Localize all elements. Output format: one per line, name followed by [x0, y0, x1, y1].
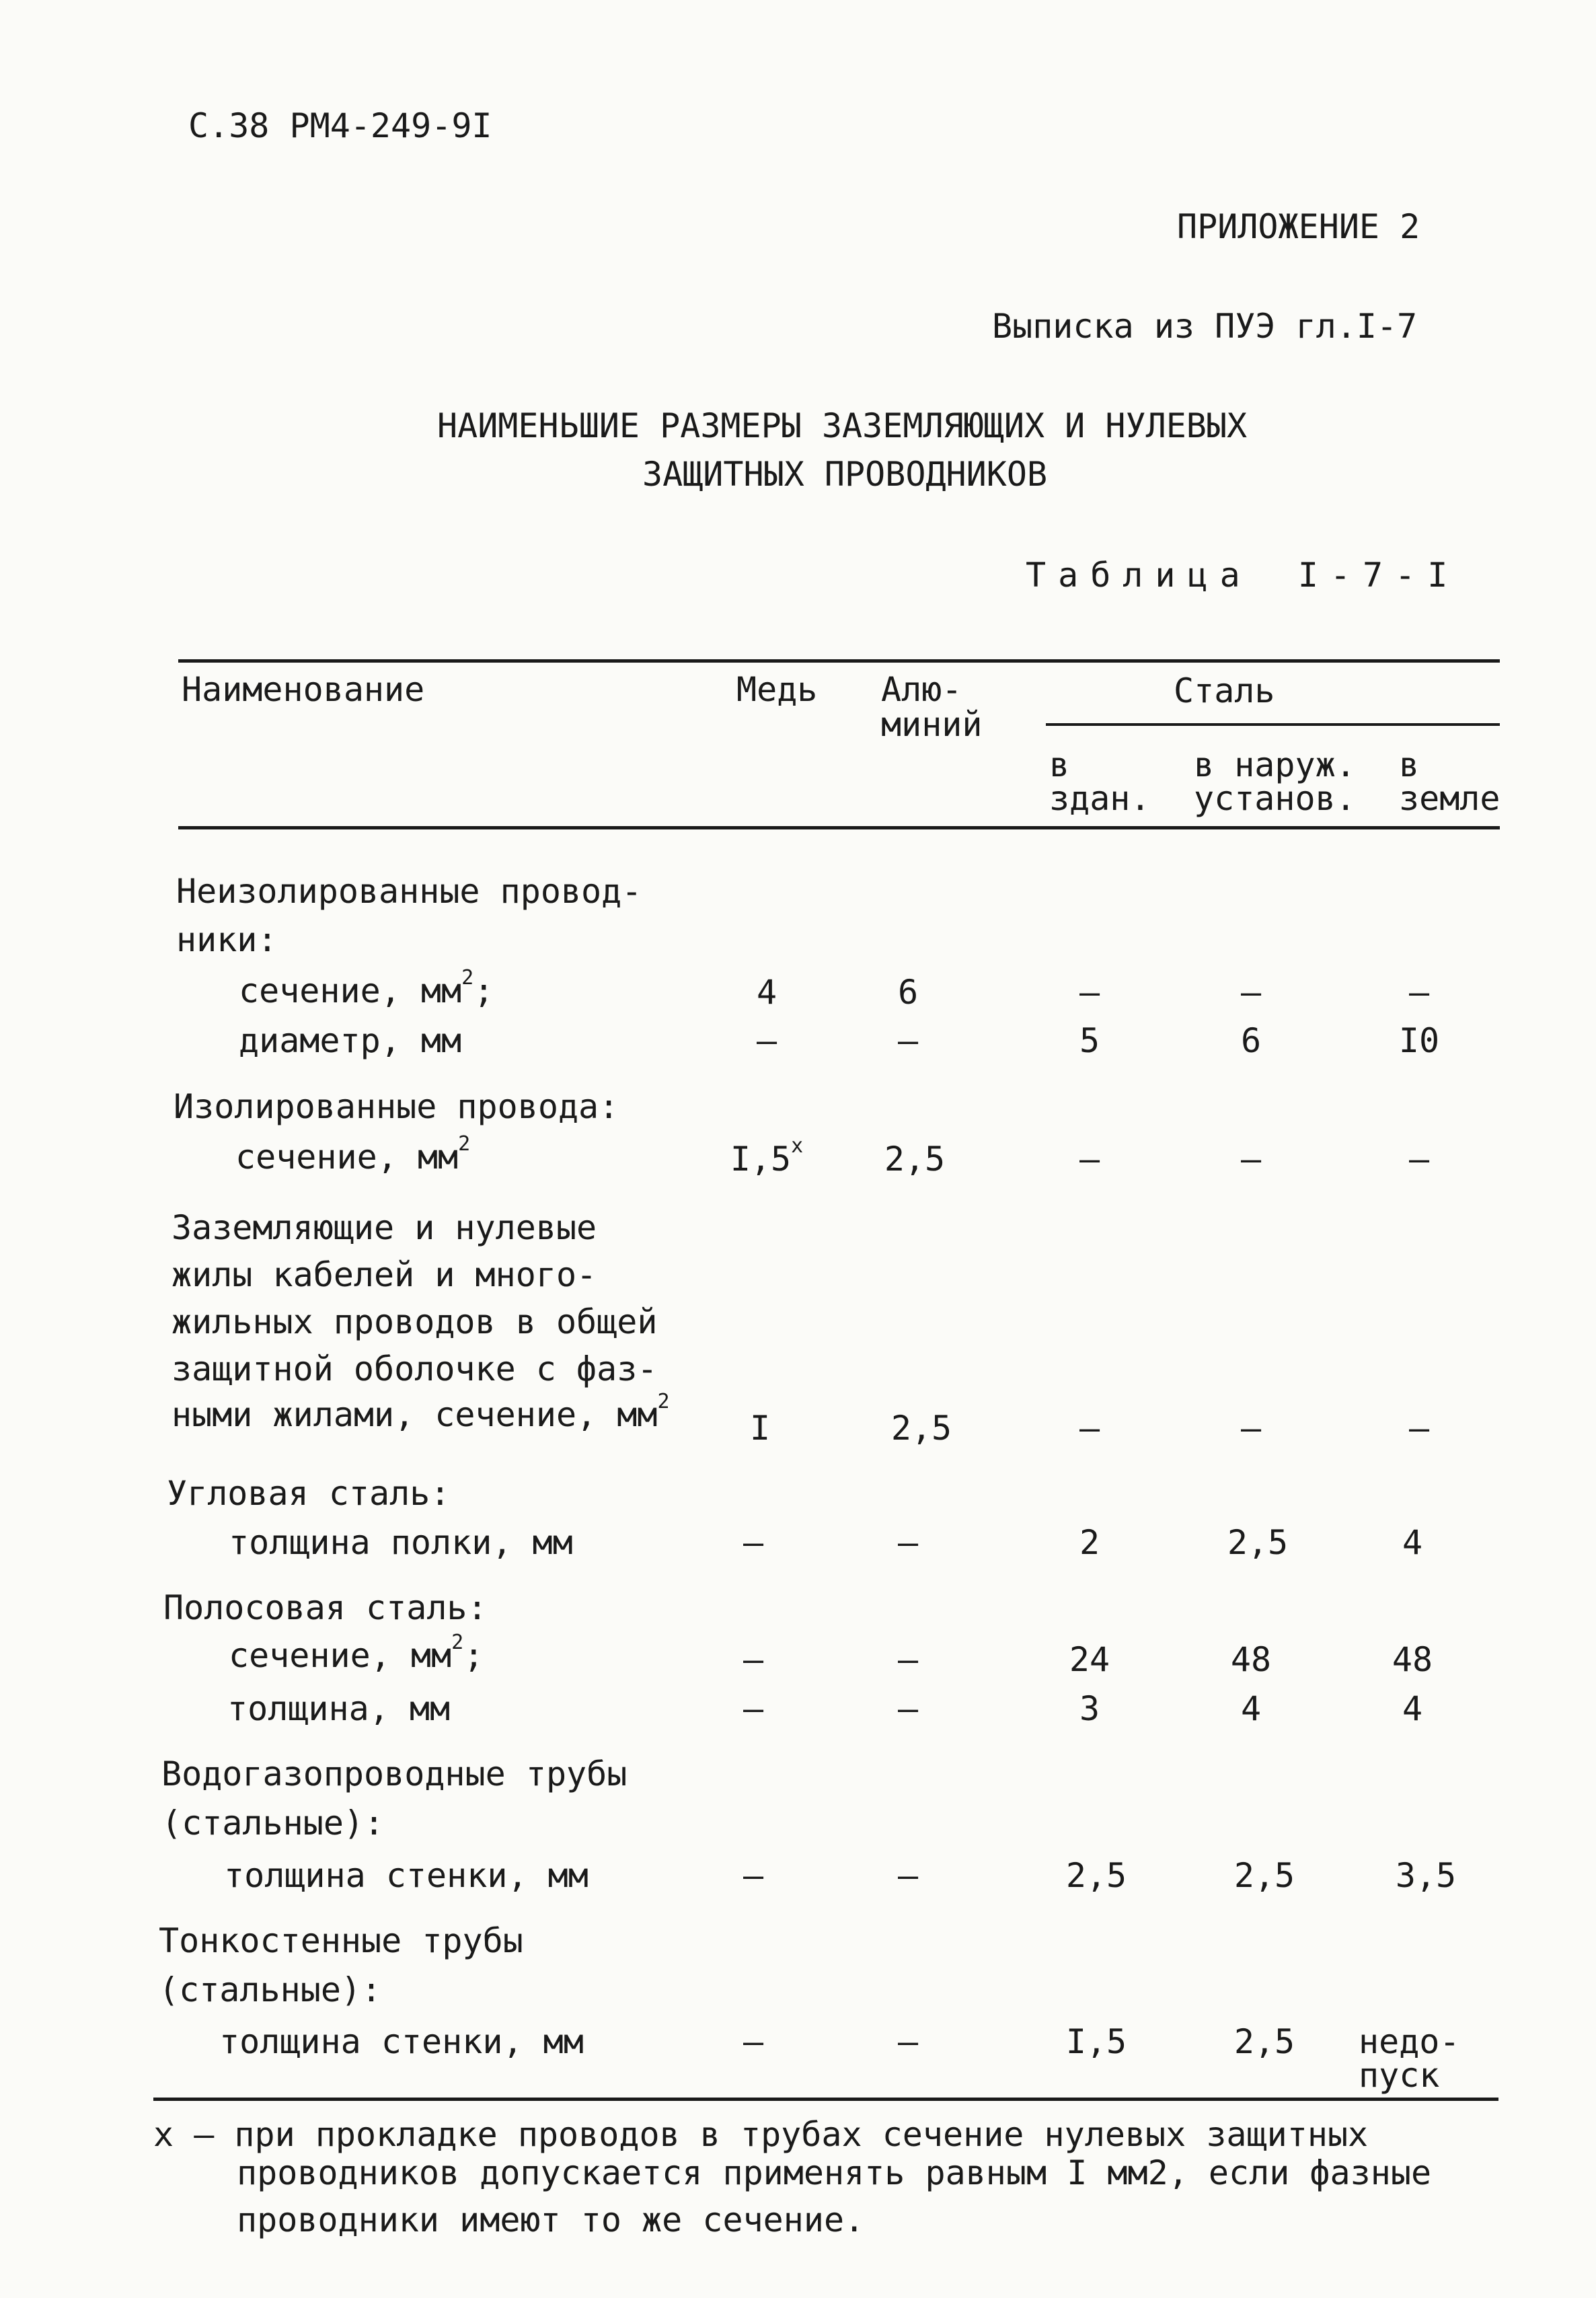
- group-cable-line3: жильных проводов в общей: [172, 1302, 658, 1341]
- cell-steel-outdoor: 2,5: [1227, 1523, 1289, 1562]
- cell-steel-building: 3: [1079, 1689, 1100, 1728]
- cell-steel-outdoor: 2,5: [1233, 1856, 1295, 1895]
- cell-steel-ground: 4: [1402, 1523, 1423, 1562]
- page-reference: С.38 РМ4-249-9I: [188, 106, 492, 145]
- group-cable-line4: защитной оболочке с фаз-: [172, 1349, 658, 1388]
- row-label: толщина стенки, мм: [219, 2022, 584, 2061]
- col-header-name: Наименование: [182, 670, 425, 709]
- cell-aluminum: 6: [897, 973, 919, 1012]
- cell-steel-outdoor: 6: [1240, 1021, 1262, 1060]
- cell-copper: –: [743, 2022, 764, 2061]
- col-header-aluminum-2: миний: [881, 705, 983, 744]
- cell-aluminum: –: [897, 1856, 919, 1895]
- cell-steel-outdoor: 48: [1230, 1640, 1272, 1679]
- row-label: сечение, $мм^2$;: [229, 1631, 484, 1675]
- cell-steel-ground: 4: [1402, 1689, 1423, 1728]
- document-title-line2: ЗАЩИТНЫХ ПРОВОДНИКОВ: [642, 455, 1048, 494]
- cell-aluminum: –: [897, 1021, 919, 1060]
- group-cable-line5: ными жилами, сечение, $мм^2$: [172, 1390, 670, 1434]
- cell-copper: –: [743, 1523, 764, 1562]
- cell-steel-outdoor: 2,5: [1233, 2022, 1295, 2061]
- row-label: толщина полки, мм: [229, 1523, 573, 1562]
- cell-steel-building: 2,5: [1065, 1856, 1127, 1895]
- col-header-in-ground-2: земле: [1399, 779, 1500, 818]
- table-bottom-rule: [153, 2098, 1498, 2101]
- col-header-in-ground-1: в: [1399, 745, 1420, 784]
- cell-steel-building: 24: [1069, 1640, 1110, 1679]
- cell-steel-outdoor: –: [1240, 1409, 1262, 1448]
- row-label: сечение, $мм^2$: [235, 1132, 471, 1177]
- cell-steel-ground: –: [1408, 1140, 1430, 1179]
- cell-copper: –: [743, 1856, 764, 1895]
- cell-aluminum: 2,5: [890, 1409, 952, 1448]
- cell-steel-building: –: [1079, 973, 1100, 1012]
- cell-aluminum: 2,5: [884, 1140, 946, 1179]
- cell-aluminum: –: [897, 1640, 919, 1679]
- col-header-outdoor-2: установ.: [1194, 779, 1356, 818]
- footnote-line2: проводников допускается применять равным I мм2, если фазные: [237, 2153, 1432, 2192]
- row-label: толщина, мм: [227, 1689, 451, 1728]
- group-cable-line1: Заземляющие и нулевые: [172, 1208, 597, 1247]
- cell-copper: –: [756, 1021, 777, 1060]
- cell-aluminum: –: [897, 2022, 919, 2061]
- row-label: диаметр, мм: [239, 1021, 462, 1060]
- appendix-label: ПРИЛОЖЕНИЕ 2: [1177, 207, 1420, 246]
- cell-steel-outdoor: –: [1240, 973, 1262, 1012]
- group-angle-title: Угловая сталь:: [167, 1474, 451, 1513]
- cell-steel-building: 2: [1079, 1523, 1100, 1562]
- cell-aluminum: –: [897, 1689, 919, 1728]
- group-thinpipe-title-1: Тонкостенные трубы: [159, 1921, 523, 1960]
- table-header-rule: [178, 826, 1500, 829]
- group-gaspipe-title-2: (стальные):: [161, 1804, 385, 1843]
- footnote-line3: проводники имеют то же сечение.: [237, 2200, 865, 2239]
- cell-steel-building: –: [1079, 1140, 1100, 1179]
- document-title-line1: НАИМЕНЬШИЕ РАЗМЕРЫ ЗАЗЕМЛЯЮЩИХ И НУЛЕВЫХ: [437, 406, 1248, 445]
- cell-copper: 4: [756, 973, 777, 1012]
- steel-subheader-rule: [1046, 723, 1500, 726]
- cell-steel-ground-cont: пуск: [1359, 2056, 1440, 2095]
- row-label: толщина стенки, мм: [224, 1856, 588, 1895]
- table-top-rule: [178, 659, 1500, 663]
- cell-steel-building: I,5: [1065, 2022, 1127, 2061]
- group-insulated-title: Изолированные провода:: [174, 1087, 619, 1126]
- cell-steel-building: 5: [1079, 1021, 1100, 1060]
- cell-aluminum: –: [897, 1523, 919, 1562]
- cell-steel-outdoor: –: [1240, 1140, 1262, 1179]
- cell-steel-ground: 3,5: [1395, 1856, 1457, 1895]
- group-bare-title-1: Неизолированные провод-: [176, 872, 642, 911]
- group-cable-line2: жилы кабелей и много-: [172, 1255, 597, 1294]
- cell-copper: –: [743, 1640, 764, 1679]
- col-header-in-building-2: здан.: [1049, 779, 1151, 818]
- group-gaspipe-title-1: Водогазопроводные трубы: [161, 1754, 628, 1793]
- col-header-copper: Медь: [736, 670, 818, 709]
- col-header-in-building-1: в: [1049, 745, 1070, 784]
- col-header-aluminum-1: Алю-: [881, 670, 962, 709]
- cell-steel-ground: недо-: [1359, 2022, 1460, 2061]
- group-strip-title: Полосовая сталь:: [163, 1588, 488, 1627]
- row-label: сечение, $мм^2$;: [239, 966, 494, 1010]
- col-header-steel: Сталь: [1174, 671, 1275, 710]
- cell-steel-ground: –: [1408, 1409, 1430, 1448]
- extract-label: Выписка из ПУЭ гл.I-7: [992, 307, 1418, 346]
- cell-steel-ground: 48: [1392, 1640, 1433, 1679]
- cell-copper: $I,5^х$: [730, 1134, 804, 1179]
- col-header-outdoor-1: в наруж.: [1194, 745, 1356, 784]
- group-bare-title-2: ники:: [176, 920, 278, 959]
- cell-copper: –: [743, 1689, 764, 1728]
- cell-copper: I: [749, 1409, 771, 1448]
- cell-steel-ground: I0: [1398, 1021, 1440, 1060]
- group-thinpipe-title-2: (стальные):: [159, 1970, 382, 2009]
- cell-steel-outdoor: 4: [1240, 1689, 1262, 1728]
- cell-steel-ground: –: [1408, 973, 1430, 1012]
- table-label: Таблица I-7-I: [1026, 556, 1460, 595]
- footnote-line1: х – при прокладке проводов в трубах сечение нулевых защитных: [153, 2115, 1369, 2154]
- cell-steel-building: –: [1079, 1409, 1100, 1448]
